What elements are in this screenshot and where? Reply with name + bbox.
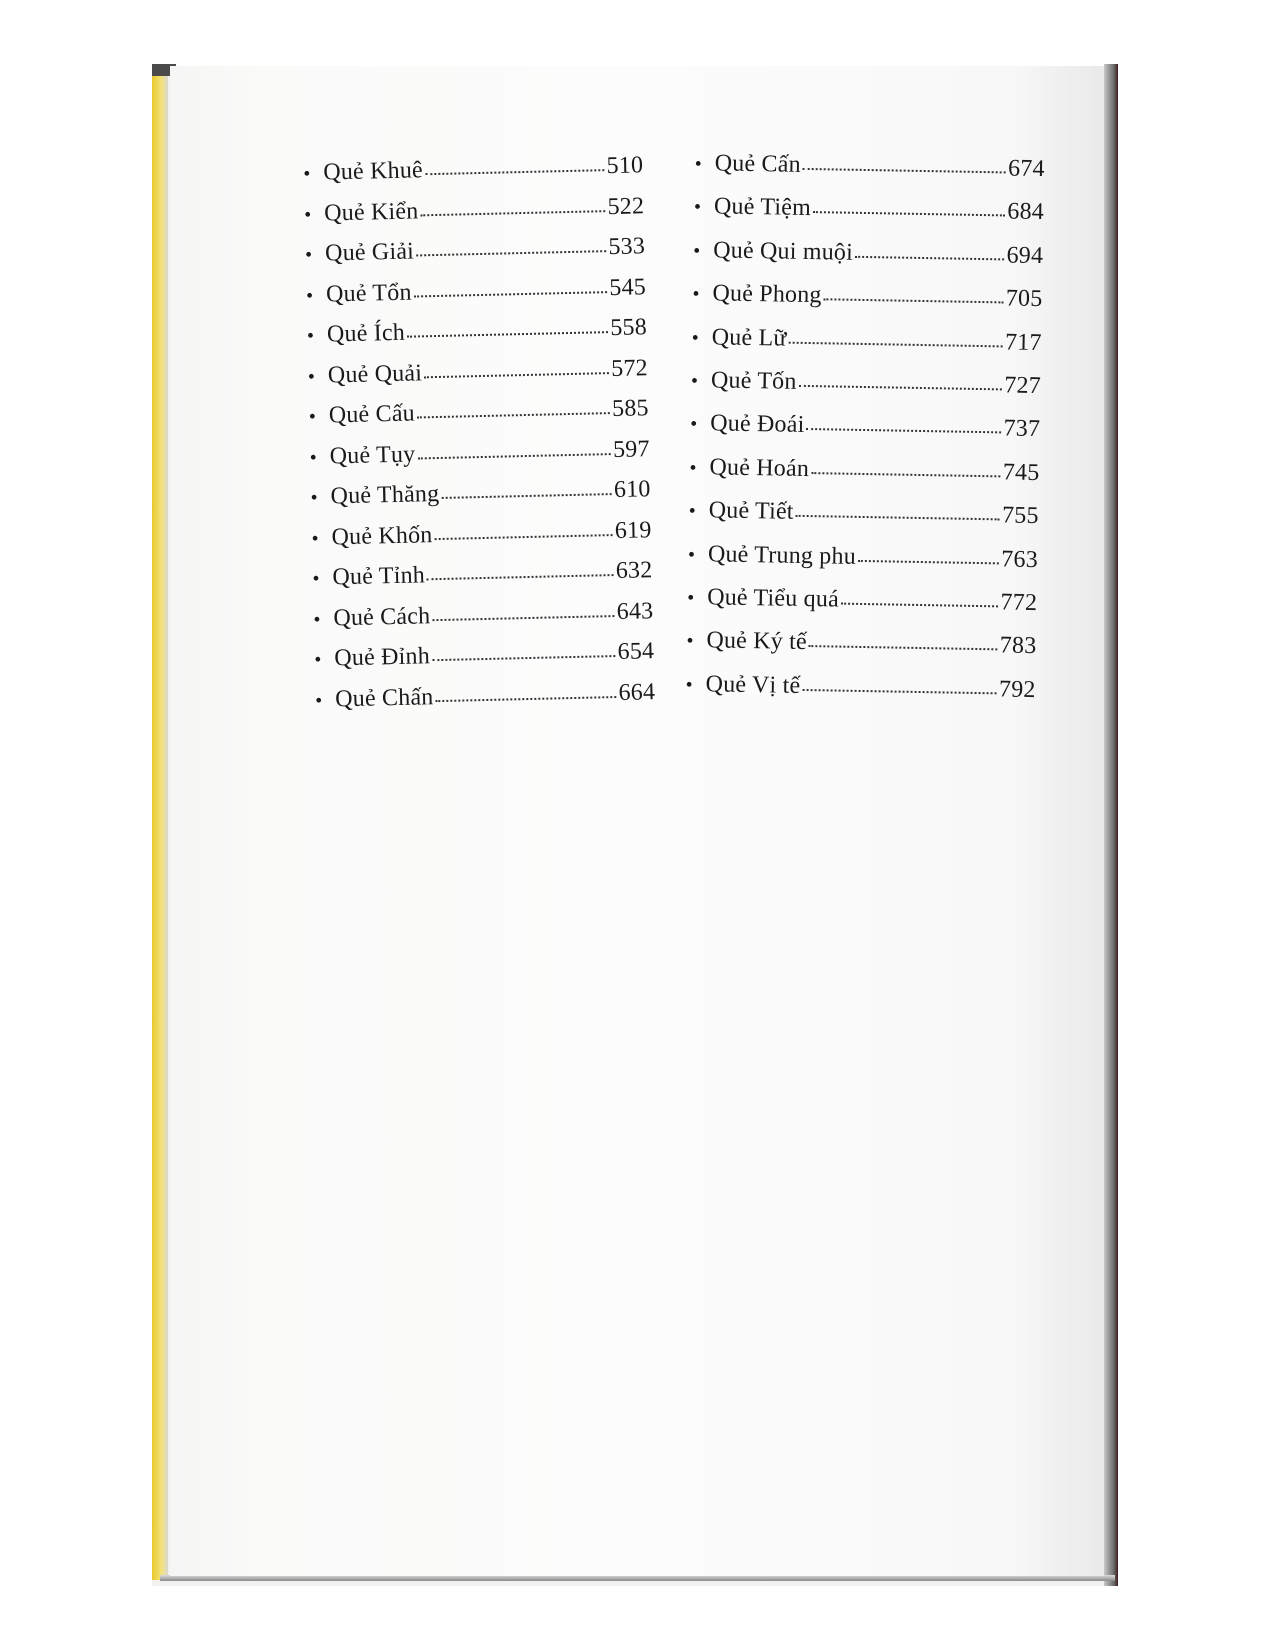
bullet-icon: • bbox=[686, 630, 694, 653]
bullet-icon: • bbox=[310, 486, 319, 509]
bullet-icon: • bbox=[305, 284, 314, 307]
toc-entry-label: Quẻ Đoái bbox=[709, 410, 805, 439]
toc-entry-page: 755 bbox=[1001, 502, 1039, 530]
toc-entry bbox=[691, 324, 1042, 373]
toc-entry-label: Quẻ Quải bbox=[327, 359, 423, 388]
bullet-icon: • bbox=[313, 608, 321, 631]
dot-leader bbox=[427, 574, 614, 580]
bullet-icon: • bbox=[691, 326, 700, 349]
dot-leader bbox=[789, 341, 1004, 347]
bullet-icon: • bbox=[307, 365, 316, 388]
toc-entry-label: Quẻ Lữ bbox=[711, 323, 787, 352]
dot-leader bbox=[417, 412, 610, 418]
dot-leader bbox=[424, 372, 609, 378]
toc-entry-page: 717 bbox=[1004, 329, 1042, 356]
toc-entry-page: 533 bbox=[608, 233, 646, 261]
toc-entry bbox=[693, 193, 1044, 242]
bullet-icon: • bbox=[689, 456, 697, 479]
toc-entry-label: Quẻ Phong bbox=[712, 280, 822, 309]
bullet-icon: • bbox=[311, 527, 320, 550]
dot-leader bbox=[414, 291, 608, 297]
toc-entry-label: Quẻ Tổn bbox=[325, 279, 412, 308]
dot-leader bbox=[436, 696, 617, 702]
bullet-icon: • bbox=[312, 567, 320, 590]
toc-entry bbox=[315, 679, 656, 727]
toc-entry-label: Quẻ Chấn bbox=[334, 683, 434, 712]
bullet-icon: • bbox=[309, 446, 318, 469]
show-through-left bbox=[305, 597, 665, 1460]
toc-entry-label: Quẻ Qui muội bbox=[713, 237, 854, 266]
toc-entry bbox=[692, 280, 1043, 329]
toc-entry-label: Quẻ Ích bbox=[326, 319, 406, 348]
dot-leader bbox=[806, 428, 1001, 433]
toc-entry-page: 783 bbox=[999, 632, 1037, 660]
toc-entry-page: 664 bbox=[618, 678, 656, 706]
dot-leader bbox=[811, 472, 1001, 477]
toc-entry-label: Quẻ Thăng bbox=[330, 480, 440, 510]
dot-leader bbox=[407, 331, 608, 338]
toc-entry-page: 745 bbox=[1002, 459, 1040, 486]
bullet-icon: • bbox=[687, 543, 696, 566]
toc-entry-page: 705 bbox=[1005, 285, 1043, 313]
bullet-icon: • bbox=[308, 405, 317, 428]
bullet-icon: • bbox=[303, 203, 312, 226]
toc-entry-page: 545 bbox=[609, 273, 647, 301]
bullet-icon: • bbox=[692, 283, 700, 306]
toc-entry bbox=[690, 410, 1041, 459]
toc-entry bbox=[687, 540, 1038, 589]
toc-entry-page: 522 bbox=[607, 192, 645, 220]
dot-leader bbox=[432, 655, 616, 661]
toc-entry bbox=[685, 671, 1036, 720]
dot-leader bbox=[441, 493, 612, 499]
bullet-icon: • bbox=[688, 500, 697, 523]
toc-entry-page: 654 bbox=[617, 638, 655, 665]
dot-leader bbox=[421, 210, 606, 216]
toc-entry bbox=[687, 584, 1038, 633]
toc-entry-label: Quẻ Tiệm bbox=[713, 193, 812, 222]
toc-entry-label: Quẻ Đỉnh bbox=[334, 643, 431, 672]
dot-leader bbox=[796, 515, 1000, 521]
toc-entry-label: Quẻ Cấn bbox=[714, 150, 802, 178]
dot-leader bbox=[813, 211, 1005, 216]
dot-leader bbox=[841, 603, 999, 608]
toc-entry-label: Quẻ Tụy bbox=[329, 441, 416, 469]
toc-entry-label: Quẻ Vị tế bbox=[705, 670, 801, 699]
toc-entry-page: 694 bbox=[1006, 242, 1044, 269]
dot-leader bbox=[858, 559, 999, 563]
book-spine bbox=[152, 70, 168, 1580]
bullet-icon: • bbox=[694, 152, 703, 176]
toc-entry-page: 619 bbox=[614, 516, 652, 544]
toc-entry-label: Quẻ Tiểu quá bbox=[706, 584, 840, 613]
toc-entry bbox=[686, 627, 1037, 676]
show-through-right bbox=[700, 600, 1060, 1460]
toc-entry-page: 763 bbox=[1001, 545, 1039, 573]
bullet-icon: • bbox=[690, 369, 699, 393]
toc-entry-page: 727 bbox=[1004, 372, 1042, 400]
dot-leader bbox=[432, 615, 614, 621]
toc-entry bbox=[690, 367, 1041, 416]
toc-entry-page: 792 bbox=[998, 676, 1036, 703]
toc-entry-label: Quẻ Giải bbox=[324, 238, 415, 267]
dot-leader bbox=[803, 168, 1006, 174]
toc-entry-label: Quẻ Trung phu bbox=[707, 540, 857, 570]
toc-entry-label: Quẻ Khuê bbox=[322, 157, 424, 186]
toc-entry bbox=[693, 237, 1044, 286]
dot-leader bbox=[855, 256, 1005, 261]
dot-leader bbox=[809, 645, 998, 650]
bullet-icon: • bbox=[314, 648, 322, 671]
toc-entry-page: 643 bbox=[616, 597, 654, 625]
bullet-icon: • bbox=[693, 196, 702, 219]
dot-leader bbox=[417, 453, 611, 459]
toc-entry-label: Quẻ Tỉnh bbox=[332, 562, 426, 591]
toc-entry-page: 684 bbox=[1007, 198, 1045, 226]
toc-entry-page: 510 bbox=[606, 152, 644, 180]
toc-entry-page: 674 bbox=[1007, 155, 1045, 183]
toc-entry-page: 572 bbox=[610, 354, 649, 382]
toc-entry-label: Quẻ Cách bbox=[333, 602, 431, 631]
toc-entry-label: Quẻ Khốn bbox=[331, 521, 433, 550]
bullet-icon: • bbox=[306, 324, 315, 347]
toc-entry-label: Quẻ Hoán bbox=[709, 454, 810, 482]
bullet-icon: • bbox=[304, 243, 313, 266]
toc-entry-page: 632 bbox=[615, 557, 653, 585]
dot-leader bbox=[802, 689, 997, 694]
dot-leader bbox=[416, 250, 606, 256]
bullet-icon: • bbox=[686, 586, 695, 609]
page-edge-right bbox=[1104, 64, 1118, 1586]
bullet-icon: • bbox=[315, 689, 323, 712]
toc-entry-page: 585 bbox=[611, 395, 650, 423]
toc-entry-label: Quẻ Ký tế bbox=[706, 627, 808, 656]
toc-entry-label: Quẻ Tiết bbox=[708, 497, 794, 525]
toc-entry bbox=[694, 150, 1045, 199]
bullet-icon: • bbox=[690, 413, 698, 436]
toc-left-column bbox=[303, 152, 656, 727]
bullet-icon: • bbox=[303, 162, 311, 185]
dot-leader bbox=[435, 534, 613, 540]
toc-entry-page: 558 bbox=[609, 314, 648, 342]
toc-entry bbox=[688, 497, 1039, 546]
dot-leader bbox=[824, 298, 1004, 303]
toc-right-column bbox=[685, 150, 1045, 720]
bullet-icon: • bbox=[685, 673, 694, 696]
toc-entry-page: 737 bbox=[1003, 415, 1041, 443]
bullet-icon: • bbox=[693, 239, 701, 262]
toc-entry-label: Quẻ Kiển bbox=[323, 197, 419, 227]
toc-entry-page: 772 bbox=[1000, 589, 1038, 616]
toc-entry-page: 610 bbox=[613, 476, 651, 504]
dot-leader bbox=[799, 385, 1003, 391]
toc-entry-page: 597 bbox=[612, 435, 650, 463]
toc-entry-label: Quẻ Cấu bbox=[328, 400, 416, 429]
dot-leader bbox=[425, 169, 605, 175]
toc-entry-label: Quẻ Tốn bbox=[710, 367, 797, 395]
toc-entry bbox=[689, 454, 1040, 503]
